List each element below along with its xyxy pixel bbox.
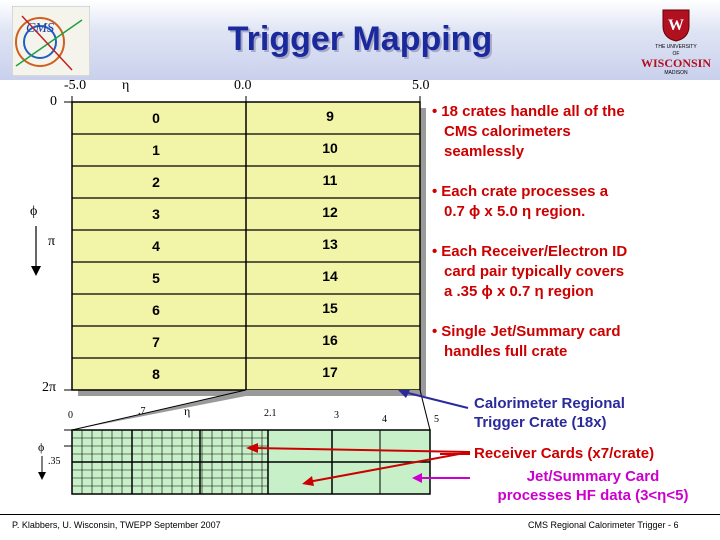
lower-eta-tick-2: 2.1: [264, 408, 277, 419]
crate-number: 5: [152, 270, 160, 286]
bullet-point: [432, 102, 625, 162]
crate-number: 8: [152, 366, 160, 382]
bullet-text: handles full crate: [444, 343, 568, 360]
bullet-text: Each crate processes a: [441, 183, 609, 200]
crate-number: 14: [322, 268, 338, 284]
uw-logo-of: OF: [672, 51, 680, 57]
phi-label-zero: 0: [50, 94, 57, 109]
uw-logo-line3: MADISON: [664, 70, 688, 76]
crate-number: 2: [152, 174, 160, 190]
jet-callout-line2: processes HF data (3<η<5): [497, 487, 689, 504]
bullet-point: [432, 242, 627, 302]
crate-number: 15: [322, 300, 338, 316]
bullet-text: 0.7 ϕ x 5.0 η region.: [444, 203, 586, 220]
bullet-point: [432, 322, 621, 362]
eta-label-left: -5.0: [64, 78, 87, 93]
phi-label-2pi: 2π: [42, 380, 57, 395]
jet-callout-line1: Jet/Summary Card: [526, 468, 660, 485]
crate-number: 13: [322, 236, 338, 252]
bullet-text: 18 crates handle all of the: [441, 103, 625, 120]
jet-summary-callout: [478, 467, 708, 505]
eta-symbol-upper: η: [122, 78, 130, 93]
slide-title: Trigger Mapping: [227, 20, 493, 58]
crate-number: 11: [322, 172, 338, 188]
eta-label-mid: 0.0: [234, 78, 252, 93]
crate-number: 4: [152, 238, 160, 254]
bullet-icon: •: [432, 243, 438, 260]
regional-callout-line1: Calorimeter Regional: [474, 395, 625, 412]
crate-number: 9: [326, 108, 334, 124]
bullet-icon: •: [432, 103, 438, 120]
footer-author: P. Klabbers, U. Wisconsin, TWEPP September 2007: [12, 520, 221, 530]
bullet-text: seamlessly: [444, 143, 525, 160]
lower-eta-tick-1: .7: [138, 406, 146, 417]
crate-number: 17: [322, 364, 338, 380]
footer-divider: [0, 514, 720, 515]
lower-eta-tick-3: 3: [334, 410, 339, 421]
regional-callout-line2: Trigger Crate (18x): [474, 414, 607, 431]
bullet-text: CMS calorimeters: [444, 123, 571, 140]
bullet-text: Each Receiver/Electron ID: [441, 243, 628, 260]
crate-number: 0: [152, 110, 160, 126]
svg-text:W: W: [668, 17, 684, 34]
lower-phi-tick: .35: [48, 456, 61, 467]
lower-eta-tick-4: 4: [382, 414, 387, 425]
bullet-icon: •: [432, 183, 438, 200]
receiver-cards-callout: Receiver Cards (x7/crate): [474, 445, 655, 462]
uw-logo-line2: WISCONSIN: [640, 56, 712, 70]
crate-number: 12: [322, 204, 338, 220]
cms-logo-text: CMS: [26, 21, 54, 36]
bullet-point: [432, 182, 608, 222]
crate-number: 16: [322, 332, 338, 348]
bullet-text: Single Jet/Summary card: [441, 323, 621, 340]
bullet-text: card pair typically covers: [444, 263, 625, 280]
phi-symbol-upper: ϕ: [30, 204, 38, 219]
lower-phi-symbol: ϕ: [38, 440, 45, 454]
lower-eta-tick-0: 0: [68, 410, 73, 421]
crate-number: 10: [322, 140, 338, 156]
crate-number: 1: [152, 142, 160, 158]
crate-number: 6: [152, 302, 160, 318]
regional-crate-callout: [474, 394, 625, 432]
lower-eta-symbol: η: [184, 404, 191, 418]
eta-label-right: 5.0: [412, 78, 430, 93]
crate-number: 3: [152, 206, 160, 222]
footer-page: CMS Regional Calorimeter Trigger - 6: [528, 520, 679, 530]
bullet-text: a .35 ϕ x 0.7 η region: [444, 283, 594, 300]
bullet-icon: •: [432, 323, 438, 340]
uw-logo-line1: THE UNIVERSITY: [655, 44, 697, 50]
phi-label-pi: π: [48, 234, 56, 249]
crate-number: 7: [152, 334, 160, 350]
lower-eta-tick-5: 5: [434, 414, 439, 425]
